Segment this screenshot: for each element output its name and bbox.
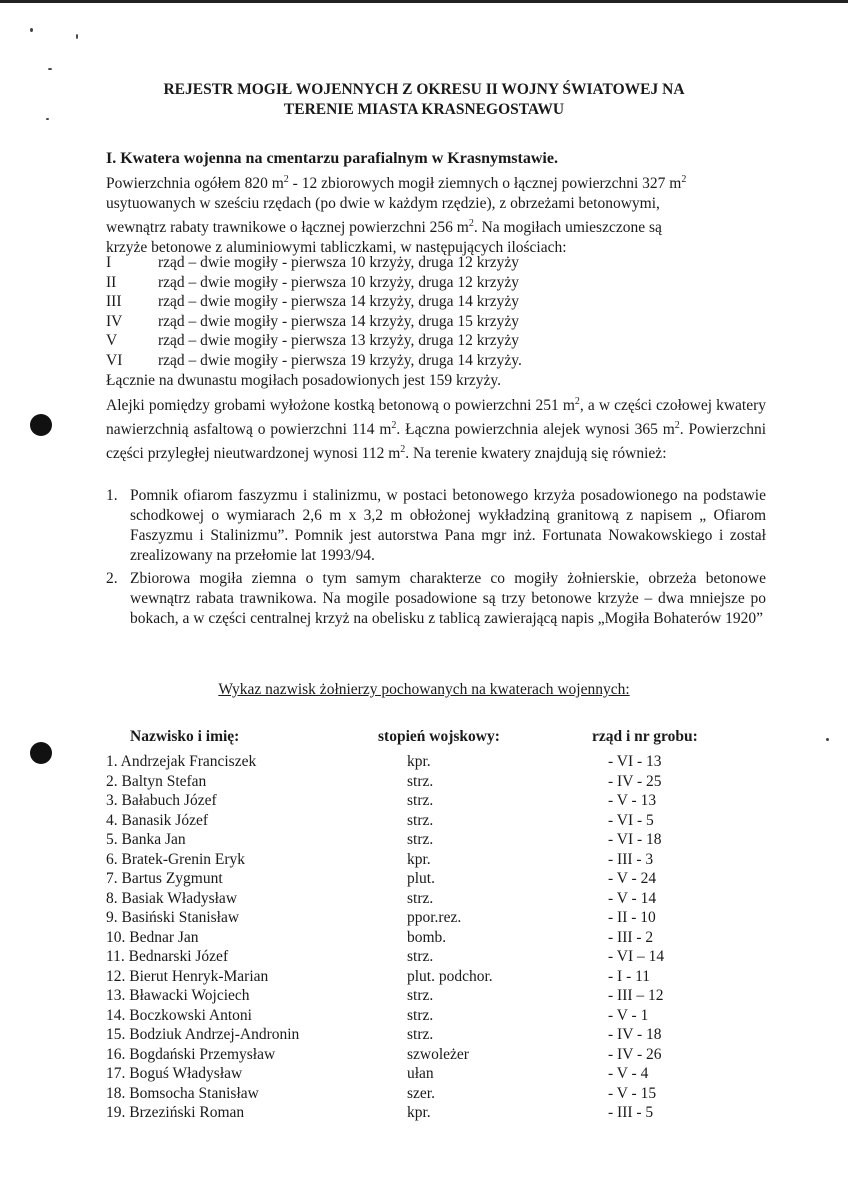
document-title [60,80,788,120]
grave-location: - VI - 18 [608,831,662,848]
soldier-name: 6. Bratek-Grenin Eryk [106,850,246,868]
table-row [106,752,726,772]
list-item: 1. Pomnik ofiarom faszyzmu i stalinizmu, w postaci betonowego krzyża posadowionego na podstawie schodkowej o wymiarach 2,6 m x 3,2 m obłożonej wykładziną granitową z napisem „ Ofiarom Faszyzmu i Stalinizmu”. Pomnik jest autorstwa Pana mgr inż. Fortunata Nowakowskiego i został zrealizowany na przełomie lat 1993/94. [106,487,766,564]
row-item: VI rząd – dwie mogiły - pierwsza 19 krzyży, druga 14 krzyży. [106,351,522,369]
alleys-paragraph: Alejki pomiędzy grobami wyłożone kostką betonową o powierzchni 251 $m^2$, a w części czołowej kwatery nawierzchnią asfaltową o powierzchni 114 $m^2$. Łączna powierzchnia alejek wynosi 365 $m^2$. Powierzchni części przyległej nieutwardzonej wynosi 112 $m^2$. Na terenie kwatery znajdują się również: [106,396,767,463]
soldier-name: 4. Banasik Józef [106,811,209,829]
section-heading: I. Kwatera wojenna na cmentarzu parafialnym w Krasnymstawie. [106,150,558,167]
soldier-rank: strz. [407,1026,434,1043]
table-row [106,986,726,1006]
table-row [106,1045,726,1065]
table-row [106,791,726,811]
grave-location: - VI – 14 [608,948,665,965]
table-row [106,1103,726,1123]
intro-paragraph: Powierzchnia ogółem 820 $m^2 - 12$ zbiorowych mogił ziemnych o łącznej powierzchni 327 $m^2$ usytuowanych w sześciu rzędach (po dwie w każdym rzędzie), z obrzeżami betonowymi, wewnątrz rabaty trawnikowe o łącznej powierzchni 256 $m^2$. Na mogiłach umieszczone są krzyże betonowe z aluminiowymi tabliczkami, w następujących ilościach: [106,174,687,257]
table-row [106,1084,726,1104]
table-row [106,967,726,987]
soldier-name: 12. Bierut Henryk-Marian [106,967,269,985]
soldier-table [106,752,726,1123]
soldier-name: 8. Basiak Władysław [106,889,238,907]
soldier-rank: ppor.rez. [407,909,462,926]
soldier-name: 9. Basiński Stanisław [106,909,240,926]
scan-speck [30,28,33,32]
title-line-1: REJESTR MOGIŁ WOJENNYCH Z OKRESU II WOJNY ŚWIATOWEJ NA [163,81,685,98]
soldier-name: 17. Boguś Władysław [106,1065,243,1082]
title-line-2: TERENIE MIASTA KRASNEGOSTAWU [283,101,565,118]
grave-location: - III - 2 [608,928,654,946]
soldier-rank: strz. [407,811,434,829]
soldier-rank: bomb. [407,928,447,946]
row-item: IV rząd – dwie mogiły - pierwsza 14 krzyży, druga 15 krzyży [106,312,519,330]
scan-speck [76,34,78,39]
row-item: V rząd – dwie mogiły - pierwsza 13 krzyży, druga 12 krzyży [106,332,519,349]
grave-location: - V - 1 [608,1006,649,1024]
scan-top-edge [0,0,848,3]
grave-location: - V - 15 [608,1084,657,1102]
grave-location: - III - 3 [608,850,654,868]
soldier-rank: szwoleżer [407,1045,469,1063]
table-row [106,1064,726,1084]
header-rank: stopień wojskowy: [378,728,500,745]
grave-location: - V - 4 [608,1065,649,1082]
grave-location: - I - 11 [608,967,651,985]
grave-location: - IV - 18 [608,1026,662,1043]
table-row [106,1006,726,1026]
soldier-name: 5. Banka Jan [106,831,186,848]
table-row [106,869,726,889]
table-caption: Wykaz nazwisk żołnierzy pochowanych na kwaterach wojennych: [218,681,630,698]
soldier-rank: strz. [407,889,434,907]
soldier-rank: strz. [407,772,434,790]
soldier-name: 2. Baltyn Stefan [106,772,207,790]
punch-hole [30,742,52,764]
grave-location: - V - 24 [608,870,657,887]
soldier-name: 1. Andrzejak Franciszek [106,753,257,770]
table-row [106,889,726,909]
grave-location: - II - 10 [608,909,656,926]
soldier-rank: strz. [407,831,434,848]
row-item: II rząd – dwie mogiły - pierwsza 10 krzyży, druga 12 krzyży [106,273,519,291]
table-row [106,811,726,831]
soldier-rank: kpr. [407,850,431,868]
scan-speck [46,118,49,120]
soldier-name: 11. Bednarski Józef [106,948,229,965]
scan-speck [826,738,829,741]
soldier-rank: kpr. [407,1104,431,1121]
soldier-rank: kpr. [407,753,431,770]
row-item: III rząd – dwie mogiły - pierwsza 14 krzyży, druga 14 krzyży [106,293,519,310]
soldier-name: 16. Bogdański Przemysław [106,1045,276,1063]
features-list [106,486,766,629]
soldier-rank: strz. [407,948,434,965]
grave-location: - III - 5 [608,1104,654,1121]
soldier-rank: plut. [407,870,435,887]
soldier-name: 3. Bałabuch Józef [106,792,217,809]
soldier-rank: strz. [407,792,434,809]
total-crosses: Łącznie na dwunastu mogiłach posadowionych jest 159 krzyży. [106,372,501,389]
soldier-rank: plut. podchor. [407,967,493,985]
soldier-rank: ułan [407,1065,434,1082]
soldier-rank: strz. [407,987,434,1004]
scan-speck [48,68,52,70]
soldier-name: 15. Bodziuk Andrzej-Andronin [106,1026,300,1043]
row-item: I rząd – dwie mogiły - pierwsza 10 krzyży, druga 12 krzyży [106,254,519,271]
soldier-name: 10. Bednar Jan [106,928,199,946]
table-row [106,928,726,948]
header-name: Nazwisko i imię: [130,728,240,745]
grave-location: - VI - 13 [608,753,662,770]
table-row [106,830,726,850]
table-row [106,772,726,792]
list-item: 2. Zbiorowa mogiła ziemna o tym samym charakterze co mogiły żołnierskie, obrzeża betonowe wewnątrz rabata trawnikowa. Na mogile posadowione są trzy betonowe krzyże – dwa mniejsze po bokach, a w części centralnej krzyż na obelisku z tablicą zawierającą napis „Mogiła Bohaterów 1920” [106,570,766,627]
header-grave: rząd i nr grobu: [592,728,698,745]
grave-location: - IV - 26 [608,1045,662,1063]
grave-location: - VI - 5 [608,811,654,829]
table-row [106,908,726,928]
soldier-rank: strz. [407,1006,434,1024]
table-row [106,1025,726,1045]
soldier-name: 14. Boczkowski Antoni [106,1006,252,1024]
soldier-name: 7. Bartus Zygmunt [106,870,223,887]
soldier-name: 13. Bławacki Wojciech [106,987,250,1004]
table-row [106,947,726,967]
punch-hole [30,414,52,436]
soldier-rank: szer. [407,1084,435,1102]
grave-location: - III – 12 [608,987,664,1004]
grave-location: - V - 14 [608,889,657,907]
table-row [106,850,726,870]
soldier-name: 18. Bomsocha Stanisław [106,1084,259,1102]
grave-location: - V - 13 [608,792,657,809]
soldier-name: 19. Brzeziński Roman [106,1104,245,1121]
row-list [106,253,766,370]
grave-location: - IV - 25 [608,772,662,790]
